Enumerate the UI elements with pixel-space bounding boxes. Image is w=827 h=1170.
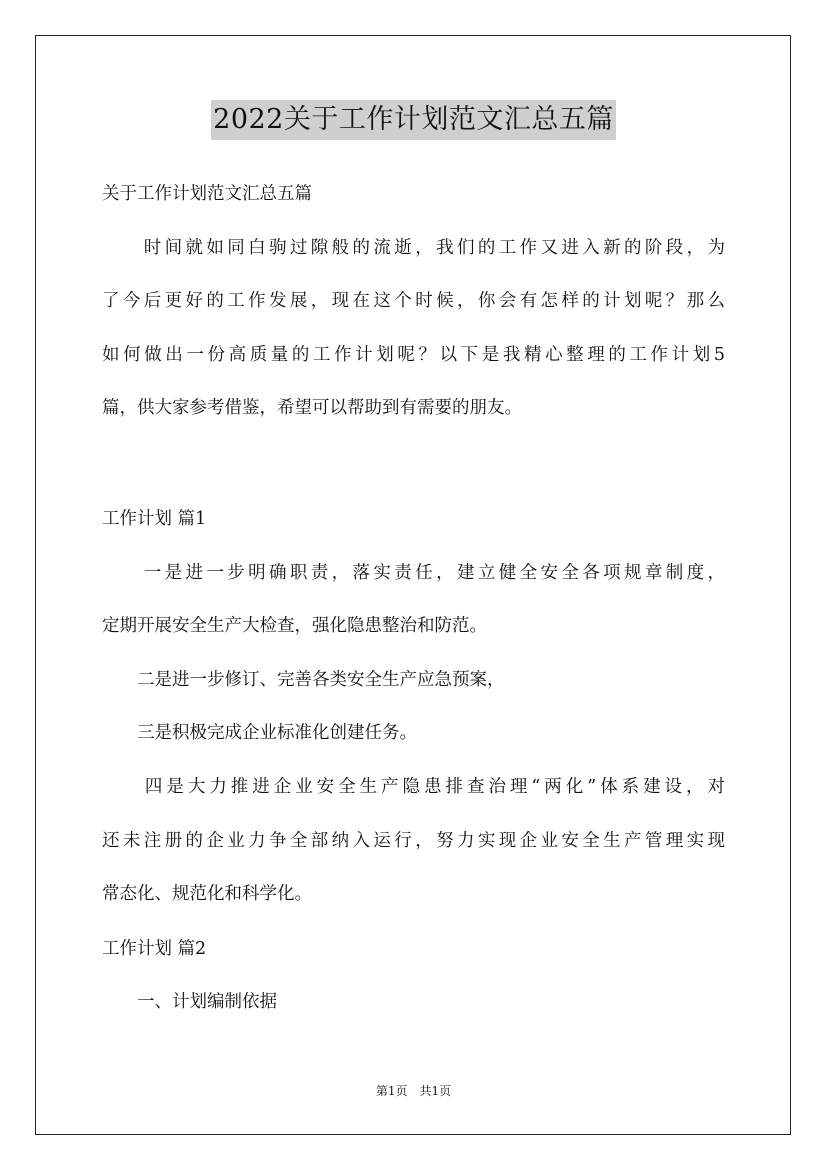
paragraph-line: 了今后更好的工作发展，现在这个时候，你会有怎样的计划呢？那么 — [102, 291, 725, 311]
document-subtitle: 关于工作计划范文汇总五篇 — [102, 184, 312, 204]
title-container — [0, 100, 827, 140]
paragraph-line: 定期开展安全生产大检查，强化隐患整治和防范。 — [102, 616, 487, 636]
paragraph-line: 四是大力推进企业安全生产隐患排查治理“两化”体系建设，对 — [102, 777, 725, 797]
paragraph-line: 一、计划编制依据 — [102, 992, 277, 1012]
section-heading: 工作计划 篇1 — [102, 509, 207, 529]
paragraph-line: 时间就如同白驹过隙般的流逝，我们的工作又进入新的阶段，为 — [102, 238, 725, 258]
paragraph-line: 还未注册的企业力争全部纳入运行，努力实现企业安全生产管理实现 — [102, 831, 725, 851]
paragraph-line: 一是进一步明确职责，落实责任，建立健全安全各项规章制度， — [102, 563, 725, 583]
paragraph-line: 篇，供大家参考借鉴，希望可以帮助到有需要的朋友。 — [102, 398, 522, 418]
paragraph-line: 三是积极完成企业标准化创建任务。 — [102, 723, 417, 743]
document-title: 2022关于工作计划范文汇总五篇 — [211, 100, 616, 140]
paragraph-line: 二是进一步修订、完善各类安全生产应急预案， — [102, 670, 505, 690]
paragraph-line: 如何做出一份高质量的工作计划呢？以下是我精心整理的工作计划5 — [102, 345, 725, 365]
section-heading: 工作计划 篇2 — [102, 939, 207, 959]
paragraph-line: 常态化、规范化和科学化。 — [102, 884, 312, 904]
page-footer: 第1页 共1页 — [375, 1084, 452, 1098]
